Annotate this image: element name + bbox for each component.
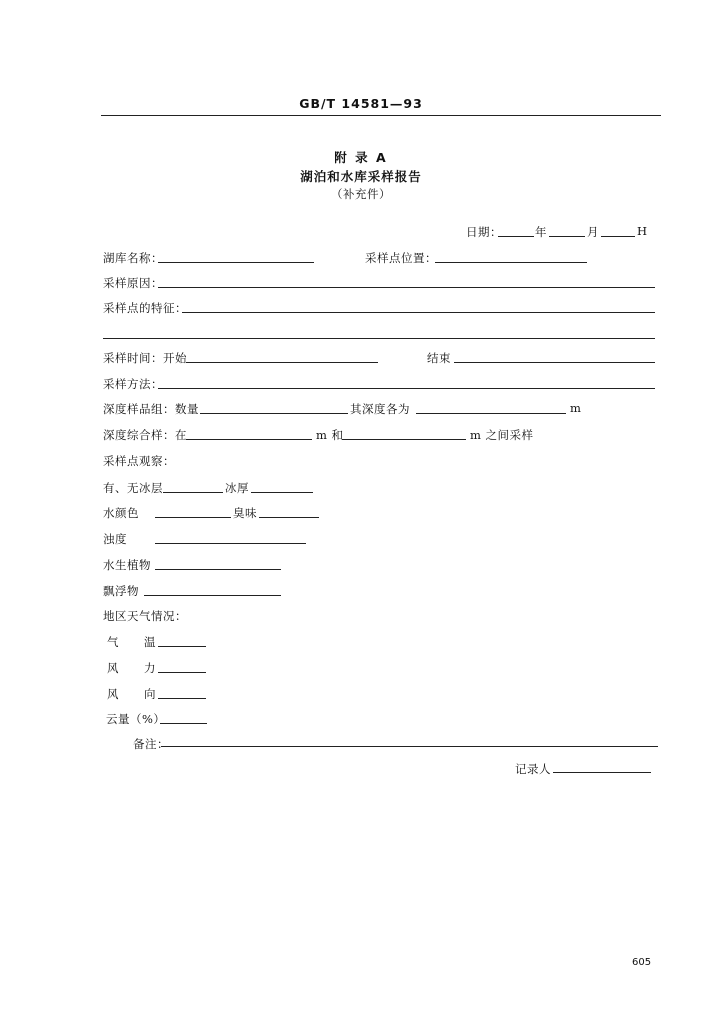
composite-label: 深度综合样：在: [103, 428, 187, 442]
temp-field[interactable]: [158, 646, 206, 647]
temp-label-b: 温: [144, 635, 156, 649]
day-field[interactable]: [601, 236, 635, 237]
method-label: 采样方法：: [103, 377, 163, 391]
observe-label: 采样点观察：: [103, 454, 175, 468]
weather-label: 地区天气情况：: [103, 609, 187, 623]
wind-force-field[interactable]: [158, 672, 206, 673]
standard-code: GB/T 14581—93: [299, 96, 423, 111]
odor-label: 臭味: [233, 506, 257, 520]
month-label: 月: [587, 225, 599, 239]
composite-end-label: m 之间采样: [470, 428, 534, 442]
wind-label-a: 风: [107, 661, 119, 675]
turbidity-label: 浊度: [103, 532, 127, 546]
ice-field[interactable]: [163, 492, 223, 493]
location-field[interactable]: [435, 262, 587, 263]
header-rule: [101, 115, 661, 116]
depth-unit: m: [570, 401, 582, 415]
plants-field[interactable]: [155, 569, 281, 570]
method-field[interactable]: [158, 388, 655, 389]
temp-label-a: 气: [107, 635, 119, 649]
ice-label: 有、无冰层: [103, 481, 163, 495]
time-end-field[interactable]: [454, 362, 655, 363]
appendix-label: 附 录 A: [334, 150, 388, 165]
year-label: 年: [535, 225, 547, 239]
recorder-label: 记录人: [515, 762, 551, 776]
features-field-line2[interactable]: [103, 338, 655, 339]
depth-each-field[interactable]: [416, 413, 566, 414]
depth-each-label: 其深度各为: [350, 402, 410, 416]
time-end-label: 结束: [427, 351, 451, 365]
water-color-field[interactable]: [155, 517, 231, 518]
features-label: 采样点的特征：: [103, 301, 187, 315]
wind-label-b: 力: [144, 661, 156, 675]
composite-and-label: m 和: [316, 428, 344, 442]
lake-name-field[interactable]: [158, 262, 314, 263]
subtitle: （补充件）: [331, 187, 391, 201]
odor-field[interactable]: [259, 517, 319, 518]
lake-name-label: 湖库名称：: [103, 251, 163, 265]
time-start-label: 采样时间：开始: [103, 351, 187, 365]
date-label: 日期：: [466, 225, 502, 239]
floating-label: 飘浮物: [103, 584, 139, 598]
ice-thick-field[interactable]: [251, 492, 313, 493]
time-start-field[interactable]: [186, 362, 378, 363]
remarks-field[interactable]: [161, 746, 658, 747]
turbidity-field[interactable]: [155, 543, 306, 544]
depth-count-field[interactable]: [200, 413, 348, 414]
page-title: 湖泊和水库采样报告: [300, 169, 422, 184]
day-label: H: [637, 224, 648, 238]
ice-thick-label: 冰厚: [225, 481, 249, 495]
composite-from-field[interactable]: [186, 439, 312, 440]
cloud-label: 云量（%）: [106, 712, 166, 726]
composite-to-field[interactable]: [342, 439, 466, 440]
wind-direction-field[interactable]: [158, 698, 206, 699]
reason-field[interactable]: [158, 287, 655, 288]
plants-label: 水生植物: [103, 558, 151, 572]
depth-group-label: 深度样品组：数量: [103, 402, 199, 416]
year-field[interactable]: [498, 236, 534, 237]
water-color-label: 水颜色: [103, 506, 139, 520]
direction-label-a: 风: [107, 687, 119, 701]
page-number: 605: [632, 957, 652, 968]
recorder-field[interactable]: [553, 772, 651, 773]
reason-label: 采样原因：: [103, 276, 163, 290]
floating-field[interactable]: [144, 595, 281, 596]
remarks-label: 备注：: [133, 737, 169, 751]
location-label: 采样点位置：: [365, 251, 437, 265]
direction-label-b: 向: [144, 687, 156, 701]
features-field[interactable]: [182, 312, 655, 313]
month-field[interactable]: [549, 236, 585, 237]
cloud-field[interactable]: [160, 723, 207, 724]
